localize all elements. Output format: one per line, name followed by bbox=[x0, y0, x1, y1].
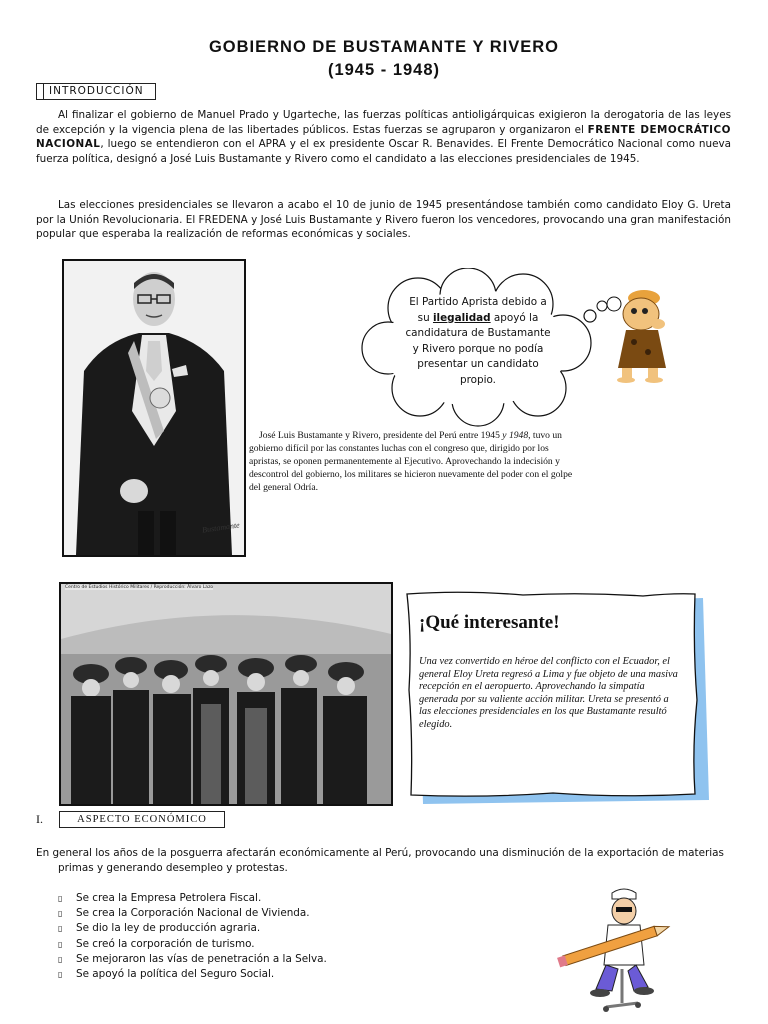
page-subtitle-years: (1945 - 1948) bbox=[327, 61, 441, 79]
crowd-illustration bbox=[61, 584, 391, 804]
portrait-illustration bbox=[64, 261, 244, 555]
bullet-icon: ▯ bbox=[58, 939, 63, 949]
interesting-card bbox=[403, 590, 713, 810]
list-item: ▯ Se crea la Empresa Petrolera Fiscal. bbox=[58, 891, 478, 906]
list-item: ▯ Se apoyó la política del Seguro Social. bbox=[58, 967, 478, 982]
bullet-icon: ▯ bbox=[58, 924, 63, 934]
portrait-photo-bustamante bbox=[62, 259, 246, 557]
cartoon-pencil-person-icon bbox=[556, 885, 676, 1015]
card-text: Una vez convertido en héroe del conflicto con el Ecuador, el general Eloy Ureta regresó a Lima y fue objeto de una masiva recepción en el aeropuerto. Aprovechando la simpatía generada por su valiente acción militar. Ureta se presentó a las elecciones presidenciales en los que Bustamante resultó elegido. bbox=[419, 656, 678, 730]
bullet-icon: ▯ bbox=[58, 909, 63, 919]
bubble-line: presentar un candidato bbox=[417, 358, 539, 370]
bullet-icon: ▯ bbox=[58, 970, 63, 980]
crowd-photo-credit: Centro de Estudios Histórico Militares / Reproducción: Álvaro Lazo bbox=[65, 585, 214, 590]
page-title: GOBIERNO DE BUSTAMANTE Y RIVERO bbox=[208, 38, 560, 56]
bubble-line: su ilegalidad apoyó la bbox=[417, 311, 539, 324]
list-item: ▯ Se dio la ley de producción agraria. bbox=[58, 921, 478, 936]
card-title: ¡Qué interesante! bbox=[419, 612, 560, 633]
section-numeral: I. bbox=[36, 812, 43, 826]
bubble-line: y Rivero porque no podía bbox=[412, 342, 544, 355]
section-label-text: INTRODUCCIÓN bbox=[49, 85, 144, 97]
list-item: ▯ Se crea la Corporación Nacional de Vivienda. bbox=[58, 906, 478, 921]
list-item: ▯ Se creó la corporación de turismo. bbox=[58, 937, 478, 952]
section-label-aspecto-economico: ASPECTO ECONÓMICO bbox=[59, 811, 225, 828]
portrait-caption: José Luis Bustamante y Rivero, presidente del Perú entre 1945 y 1948, tuvo un gobierno difícil por las constantes luchas con el congreso que, dirigido por los apristas, se oponen permanentemente al Ejecutivo. Aprovechando la indecisión y descontrol del gobierno, los militares se hicieron nuevamente del poder con el golpe del general Odría. bbox=[249, 430, 573, 493]
portrait-signature: Bustamante bbox=[201, 520, 241, 535]
intro-paragraph-2: Las elecciones presidenciales se llevaron a acabo el 10 de junio de 1945 presentándose también como candidato Eloy G. Ureta por la Unión Revolucionaria. El FREDENA y José Luis Bustamante y Rivero fueron los vencedores, provocando una gran manifestación popular que esperaba la realización de reformas económicas y sociales. bbox=[36, 199, 731, 241]
bullet-icon: ▯ bbox=[58, 954, 63, 964]
bubble-line: propio. bbox=[460, 373, 496, 386]
frente-democratico-emphasis: FRENTE DEMOCRÁTICO NACIONAL bbox=[36, 123, 731, 151]
intro-paragraph-1: Al finalizar el gobierno de Manuel Prado y Ugarteche, las fuerzas políticas antioligárquicas exigieron la derogatoria de las leyes de excepción y la vigencia plena de las libertades públicos. Estas fuerzas se agruparon y organizaron el FRENTE DEMOCRÁTICO NACIONAL, luego se entendieron con el APRA y el ex presidente Oscar R. Benavides. El Frente Democrático Nacional como nueva fuerza política, designó a José Luis Bustamante y Rivero como el candidato a las elecciones presidenciales de 1945. bbox=[36, 109, 731, 165]
bullet-icon: ▯ bbox=[58, 894, 63, 903]
economic-intro: En general los años de la posguerra afectarán económicamente al Perú, provocando una disminución de la exportación de materias primas y generando desempleo y protestas. bbox=[36, 847, 724, 874]
list-item: ▯ Se mejoraron las vías de penetración a la Selva. bbox=[58, 952, 478, 967]
bubble-line: El Partido Aprista debido a bbox=[409, 296, 547, 308]
bubble-line: candidatura de Bustamante bbox=[405, 327, 551, 339]
section-label-introduccion bbox=[36, 83, 156, 100]
thought-bubble bbox=[358, 268, 598, 428]
economic-measures-list bbox=[58, 891, 478, 982]
crowd-photo-ureta bbox=[59, 582, 393, 806]
ilegalidad-emphasis: ilegalidad bbox=[432, 311, 491, 324]
cartoon-thinker-icon bbox=[596, 284, 686, 384]
